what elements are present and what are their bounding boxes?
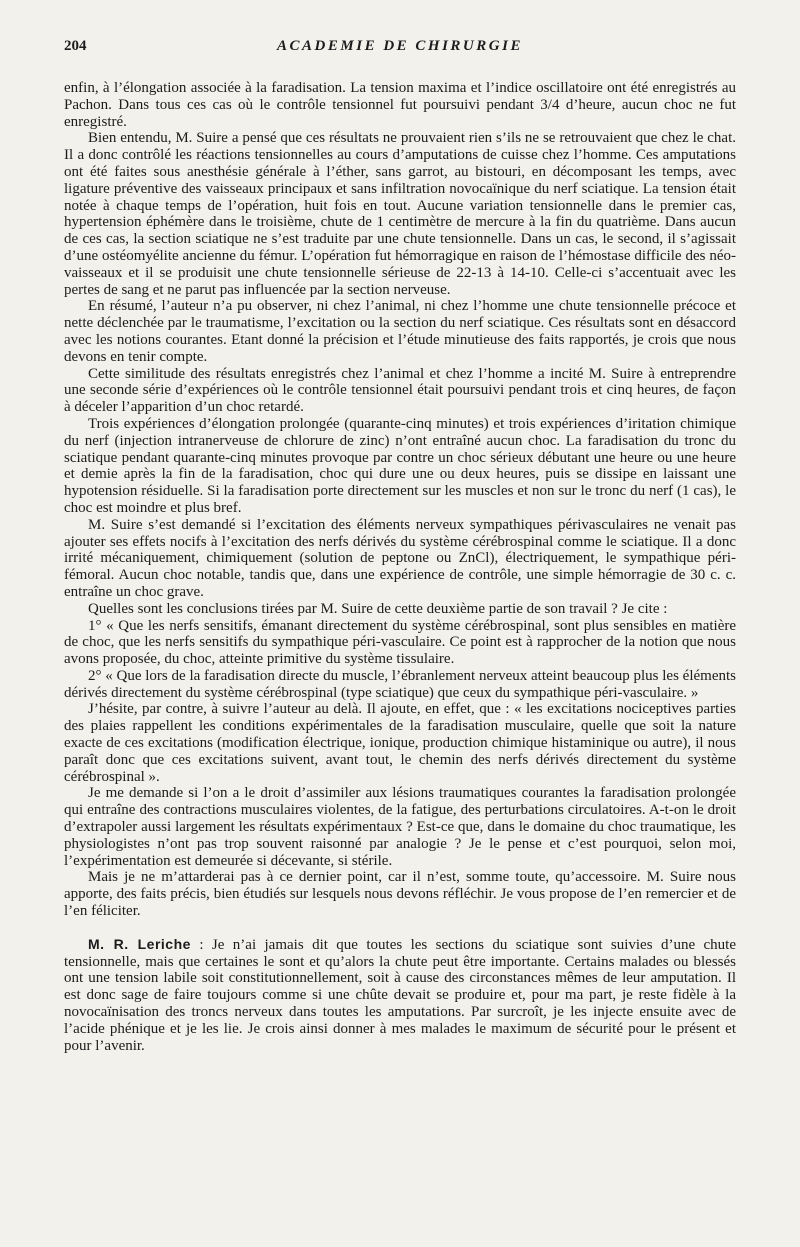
paragraph-10: Mais je ne m’attarderai pas à ce dernier point, car il n’est, somme toute, qu’accessoire. M. Suire nous apporte, des faits précis, bien étudiés sur lesquels nous devons réfléchir. Je vous propose de l’en remercier et de l’en féliciter. xyxy=(64,869,736,920)
paragraph-8: J’hésite, par contre, à suivre l’auteur au delà. Il ajoute, en effet, que : « les excitations nociceptives parties des plaies rappellent les conditions expérimentales de la faradisation musculaire, quelle que soit la nature exacte de ces excitations (modification électrique, ionique, production chimique histaminique ou autre), il nous paraît donc que ces excitations suivent, avant tout, le chemin des nerfs dérivés directement du système cérébrospinal ». xyxy=(64,701,736,785)
running-title: ACADEMIE DE CHIRURGIE xyxy=(277,38,523,54)
article-body xyxy=(64,80,736,1054)
page-header xyxy=(64,38,736,60)
paragraph-4: Cette similitude des résultats enregistrés chez l’animal et chez l’homme a incité M. Suire à entreprendre une seconde série d’expériences où le contrôle tensionnel était poursuivi pendant trois et cinq heures, de façon à déceler l’apparition d’un choc retardé. xyxy=(64,365,736,416)
paragraph-3: En résumé, l’auteur n’a pu observer, ni chez l’animal, ni chez l’homme une chute tensionnelle précoce et nette déclenchée par le traumatisme, l’excitation ou la section du nerf sciatique. Ces résultats sont en désaccord avec les notions courantes. Etant donné la précision et l’étude minutieuse des faits rapportés, je crois que nous devons en tenir compte. xyxy=(64,298,736,365)
paragraph-1: enfin, à l’élongation associée à la faradisation. La tension maxima et l’indice oscillatoire ont été enregistrés au Pachon. Dans tous ces cas où le contrôle tensionnel fut poursuivi pendant 3/4 d’heure, aucun choc ne fut enregistré. xyxy=(64,80,736,130)
conclusion-1: 1° « Que les nerfs sensitifs, émanant directement du système cérébrospinal, sont plus sensibles en matière de choc, que les nerfs sensitifs du sympathique péri-vasculaire. Ce point est à rapprocher de la notion que nous avons proposée, du choc, atteinte primitive du système tissulaire. xyxy=(64,617,736,668)
paragraph-6: M. Suire s’est demandé si l’excitation des éléments nerveux sympathiques périvasculaires ne venait pas ajouter ses effets nocifs à l’excitation des nerfs dérivés du système cérébrospinal comme le sciatique. Il a donc irrité mécaniquement, chimiquement (solution de peptone ou ZnCl), électriquement, le sympathique péri-fémoral. Aucun choc notable, tandis que, dans une expérience de contrôle, une simple hémorragie de 30 c. c. entraîne un choc grave. xyxy=(64,516,736,600)
speaker-name: M. R. Leriche xyxy=(88,935,191,952)
page xyxy=(64,38,736,1054)
discussion-text: : Je n’ai jamais dit que toutes les sections du sciatique sont suivies d’une chute tensionnelle, mais que certaines le sont et qu’alors la chute peut être importante. Certains malades ou blessés ont une tension labile soit constitutionnellement, soit à cause des circonstances mêmes de leur amputation. Il est donc sage de faire toujours comme si une chûte devait se produire et, pour ma part, je reste fidèle à la novocaïnisation des troncs nerveux dans toutes les amputations. Par surcroît, je les injecte ensuite avec de l’acide phénique et je les lie. Je crois ainsi donner à mes malades le maximum de sécurité pour le présent et pour l’avenir. xyxy=(64,936,736,1054)
conclusion-2: 2° « Que lors de la faradisation directe du muscle, l’ébranlement nerveux atteint beaucoup plus les éléments dérivés directement du système cérébrospinal (type sciatique) que ceux du sympathique péri-vasculaire. » xyxy=(64,667,736,701)
discussion-paragraph xyxy=(64,936,736,1055)
paragraph-5: Trois expériences d’élongation prolongée (quarante-cinq minutes) et trois expériences d’iritation chimique du nerf (injection intranerveuse de chlorure de zinc) n’ont entraîné aucun choc. La faradisation du tronc du sciatique pendant quarante-cinq minutes provoque par contre un choc sérieux débutant une heure ou une heure et demie après la fin de la faradisation, choc qui dure une ou deux heures, puis se dissipe en laissant une hypotension résiduelle. Si la faradisation porte directement sur les muscles et non sur le tronc du nerf (1 cas), le choc est moindre et plus bref. xyxy=(64,415,736,516)
paragraph-7: Quelles sont les conclusions tirées par M. Suire de cette deuxième partie de son travail ? Je cite : xyxy=(88,600,668,617)
page-number: 204 xyxy=(64,38,87,54)
paragraph-2: Bien entendu, M. Suire a pensé que ces résultats ne prouvaient rien s’ils ne se retrouvaient que chez le chat. Il a donc contrôlé les réactions tensionnelles au cours d’amputations de cuisse chez l’homme. Ces amputations ont été faites sous anesthésie générale à l’éther, sans garrot, au bistouri, en décomposant les temps, avec ligature préventive des vaisseaux principaux et sans infiltration novocaïnique du nerf sciatique. La tension était notée à chaque temps de l’opération, huit fois en tout. Aucune variation tensionnelle dans le premier cas, hypertension éphémère dans le troisième, chute de 1 centimètre de mercure à la fin du quatrième. Dans aucun de ces cas, la section sciatique ne s’est traduite par une chute tensionnelle. Dans un cas, le second, il s’agissait d’une ostéomyélite ancienne du fémur. L’opération fut hémorragique en raison de l’hémostase difficile des néo-vaisseaux et il se produisit une chute tensionnelle sérieuse de 22-13 à 14-10. Celle-ci s’accentuait avec les pertes de sang et ne parut pas influencée par la section nerveuse. xyxy=(64,130,736,298)
paragraph-9: Je me demande si l’on a le droit d’assimiler aux lésions traumatiques courantes la faradisation prolongée qui entraîne des contractions musculaires violentes, de la fatigue, des perturbations circulatoires. A-t-on le droit d’extrapoler aussi largement les résultats expérimentaux ? Est-ce que, dans le domaine du choc traumatique, les physiologistes n’ont pas trop souvent raisonné par analogie ? Je le pense et c’est pourquoi, selon moi, l’expérimentation est demeurée si décevante, si stérile. xyxy=(64,785,736,869)
